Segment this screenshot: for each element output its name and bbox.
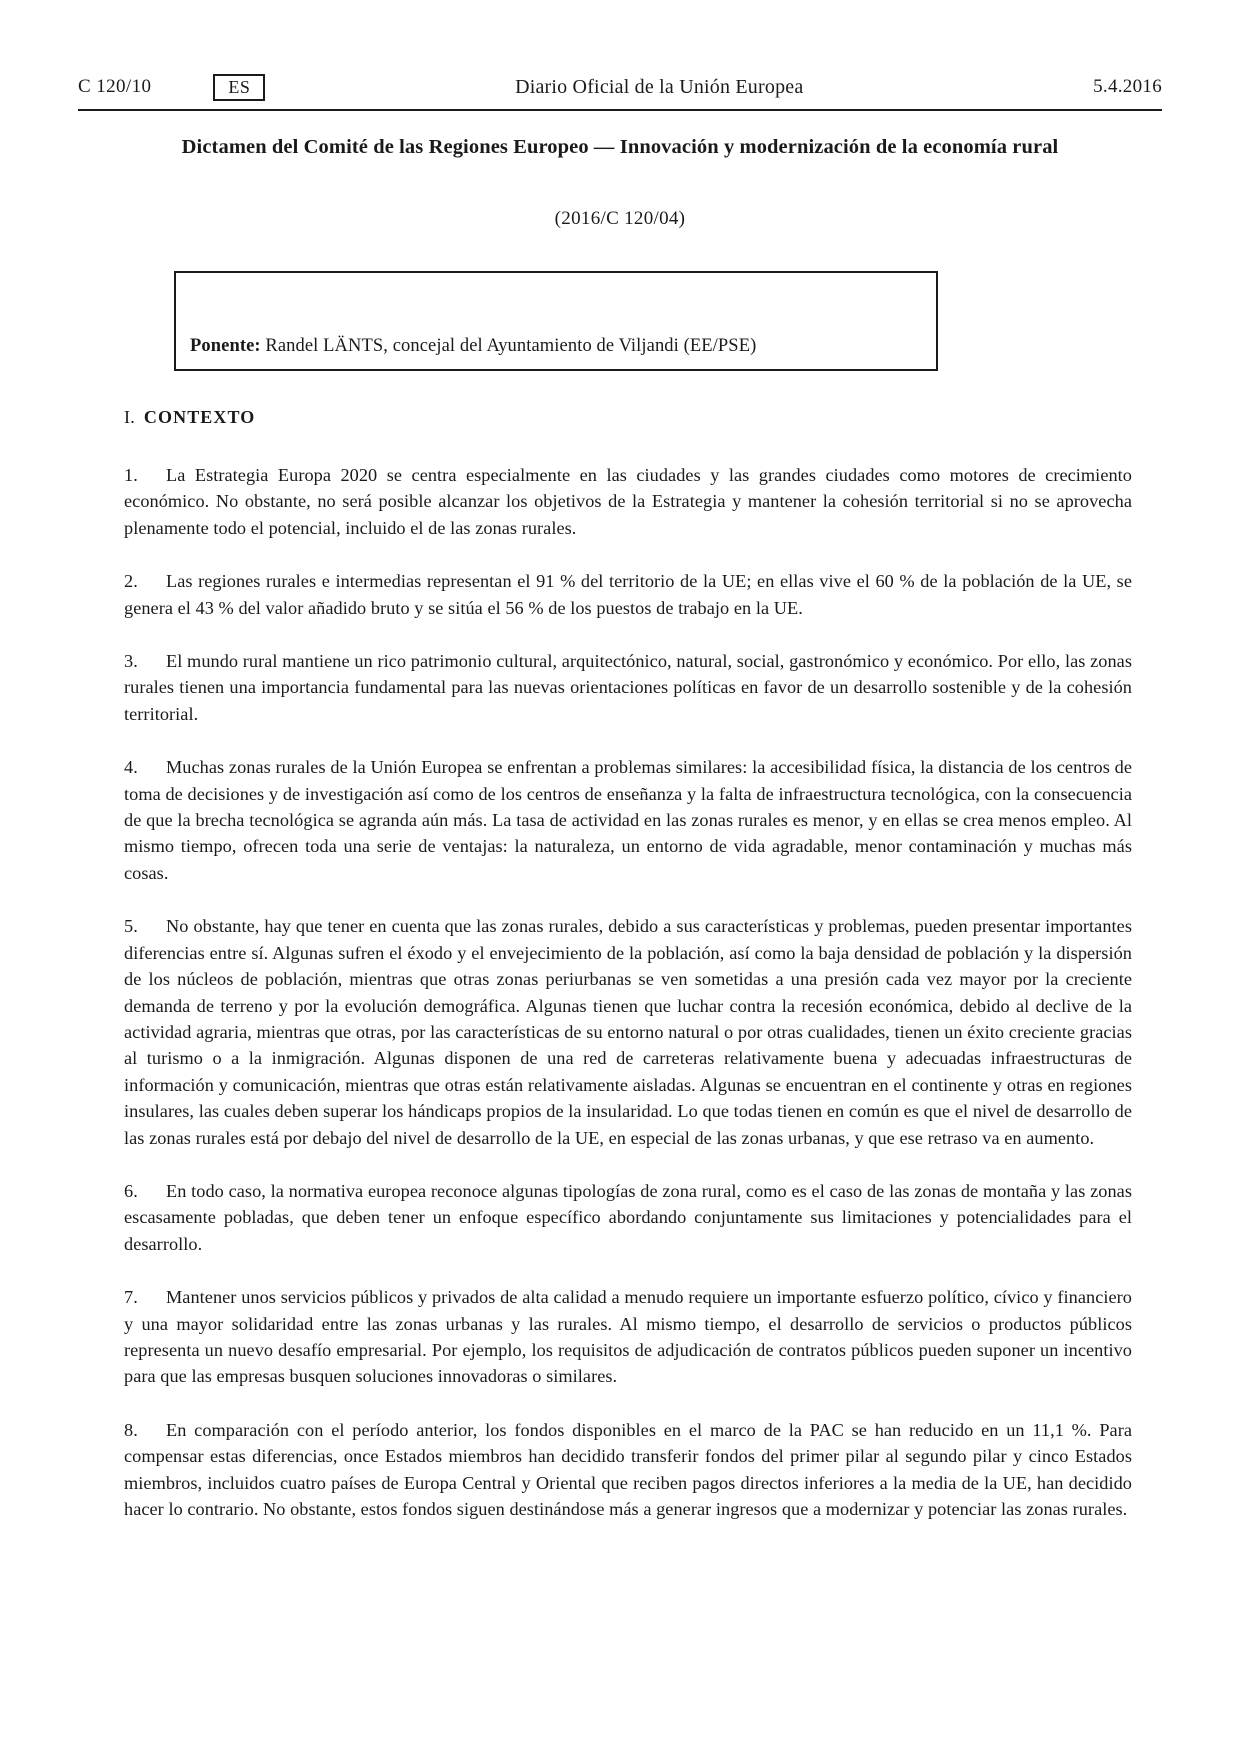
paragraph-number: 4. <box>124 757 138 778</box>
header-document-reference: C 120/10 <box>78 76 152 97</box>
paragraph <box>124 462 1132 541</box>
header-publication-date: 5.4.2016 <box>1093 76 1162 97</box>
section-heading <box>124 407 255 428</box>
paragraph-text: Las regiones rurales e intermedias representan el 91 % del territorio de la UE; en ellas vive el 60 % de la población de la UE, se genera el 43 % del valor añadido bruto y se sitúa el 56 % de los puestos de trabajo en la UE. <box>124 571 1132 618</box>
paragraph <box>124 1284 1132 1390</box>
paragraph <box>124 754 1132 886</box>
paragraph-text: Muchas zonas rurales de la Unión Europea se enfrentan a problemas similares: la accesibilidad física, la distancia de los centros de toma de decisiones y de investigación así como de los centros de enseñanza y la falta de infraestructura tecnológica, con la consecuencia de que la brecha tecnológica se agranda aún más. La tasa de actividad en las zonas rurales es menor, y en ellas se crea menos empleo. Al mismo tiempo, ofrecen toda una serie de ventajas: la naturaleza, un entorno de vida agradable, menor contaminación y muchas más cosas. <box>124 757 1132 883</box>
paragraph-text: En todo caso, la normativa europea reconoce algunas tipologías de zona rural, como es el caso de las zonas de montaña y las zonas escasamente pobladas, que deben tener un enfoque específico abordando conjuntamente sus limitaciones y potencialidades para el desarrollo. <box>124 1180 1132 1254</box>
page-title: Dictamen del Comité de las Regiones Europeo — Innovación y modernización de la economía rural <box>181 136 1059 158</box>
language-code-badge: ES <box>213 74 265 101</box>
header-publication-title: Diario Oficial de la Unión Europea <box>515 75 804 98</box>
document-body <box>124 462 1132 1549</box>
paragraph-number: 6. <box>124 1180 138 1201</box>
paragraph-number: 1. <box>124 465 138 485</box>
paragraph-text: No obstante, hay que tener en cuenta que las zonas rurales, debido a sus características y problemas, pueden presentar importantes diferencias entre sí. Algunas sufren el éxodo y el envejecimiento de la población, así como la baja densidad de población y la dispersión de los núcleos de población, mientras que otras zonas periurbanas se ven sometidas a una presión cada vez mayor por la creciente demanda de terreno y por la evolución demográfica. Algunas tienen que luchar contra la recesión económica, debido al declive de la actividad agraria, mientras que otras, por las características de su entorno natural o por otras cualidades, tienen un éxito creciente gracias al turismo o a la inmigración. Algunas disponen de una red de carreteras relativamente buena y adecuadas infraestructuras de información y comunicación, mientras que otras están relativamente aisladas. Algunas se encuentran en el continente y otras en regiones insulares, las cuales deben superar los hándicaps propios de la insularidad. Lo que todas tienen en común es que el nivel de desarrollo de las zonas rurales está por debajo del nivel de desarrollo de la UE, en especial de las zonas urbanas, y que ese retraso va en aumento. <box>124 916 1132 1148</box>
page-header <box>78 66 1162 108</box>
section-number: I. <box>124 407 135 427</box>
rapporteur-label: Ponente: <box>190 336 261 356</box>
paragraph-number: 3. <box>124 651 138 672</box>
rapporteur-value: Randel LÄNTS, concejal del Ayuntamiento de Viljandi (EE/PSE) <box>265 336 757 356</box>
paragraph-text: Mantener unos servicios públicos y privados de alta calidad a menudo requiere un importante esfuerzo político, cívico y financiero y una mayor solidaridad entre las zonas urbanas y las rurales. Al mismo tiempo, el desarrollo de servicios o productos públicos representa un nuevo desafío empresarial. Por ejemplo, los requisitos de adjudicación de contratos públicos pueden suponer un incentivo para que las empresas busquen soluciones innovadoras o similares. <box>124 1287 1132 1387</box>
paragraph <box>124 1417 1132 1523</box>
paragraph-text: En comparación con el período anterior, los fondos disponibles en el marco de la PAC se han reducido en un 11,1 %. Para compensar estas diferencias, once Estados miembros han decidido transferir fondos del primer pilar al segundo pilar y cinco Estados miembros, incluidos cuatro países de Europa Central y Oriental que reciben pagos directos inferiores a la media de la UE, han decidido hacer lo contrario. No obstante, estos fondos siguen destinándose más a generar ingresos que a modernizar y potenciar las zonas rurales. <box>124 1419 1132 1519</box>
section-label: CONTEXTO <box>143 407 256 427</box>
paragraph <box>124 913 1132 1151</box>
paragraph-text: El mundo rural mantiene un rico patrimonio cultural, arquitectónico, natural, social, gastronómico y económico. Por ello, las zonas rurales tienen una importancia fundamental para las nuevas orientaciones políticas en favor de un desarrollo sostenible y de la cohesión territorial. <box>124 651 1132 724</box>
header-divider <box>78 109 1162 111</box>
rapporteur-box <box>174 271 938 371</box>
paragraph-number: 7. <box>124 1287 138 1308</box>
paragraph-text: La Estrategia Europa 2020 se centra especialmente en las ciudades y las grandes ciudades como motores de crecimiento económico. No obstante, no será posible alcanzar los objetivos de la Estrategia y mantener la cohesión territorial si no se aprovecha plenamente todo el potencial, incluido el de las zonas rurales. <box>124 465 1132 538</box>
paragraph <box>124 648 1132 727</box>
paragraph <box>124 1178 1132 1257</box>
rapporteur-line <box>190 336 756 357</box>
document-oj-reference: (2016/C 120/04) <box>554 208 686 229</box>
paragraph-number: 2. <box>124 571 138 592</box>
paragraph <box>124 568 1132 621</box>
paragraph-number: 5. <box>124 916 138 937</box>
paragraph-number: 8. <box>124 1419 138 1440</box>
